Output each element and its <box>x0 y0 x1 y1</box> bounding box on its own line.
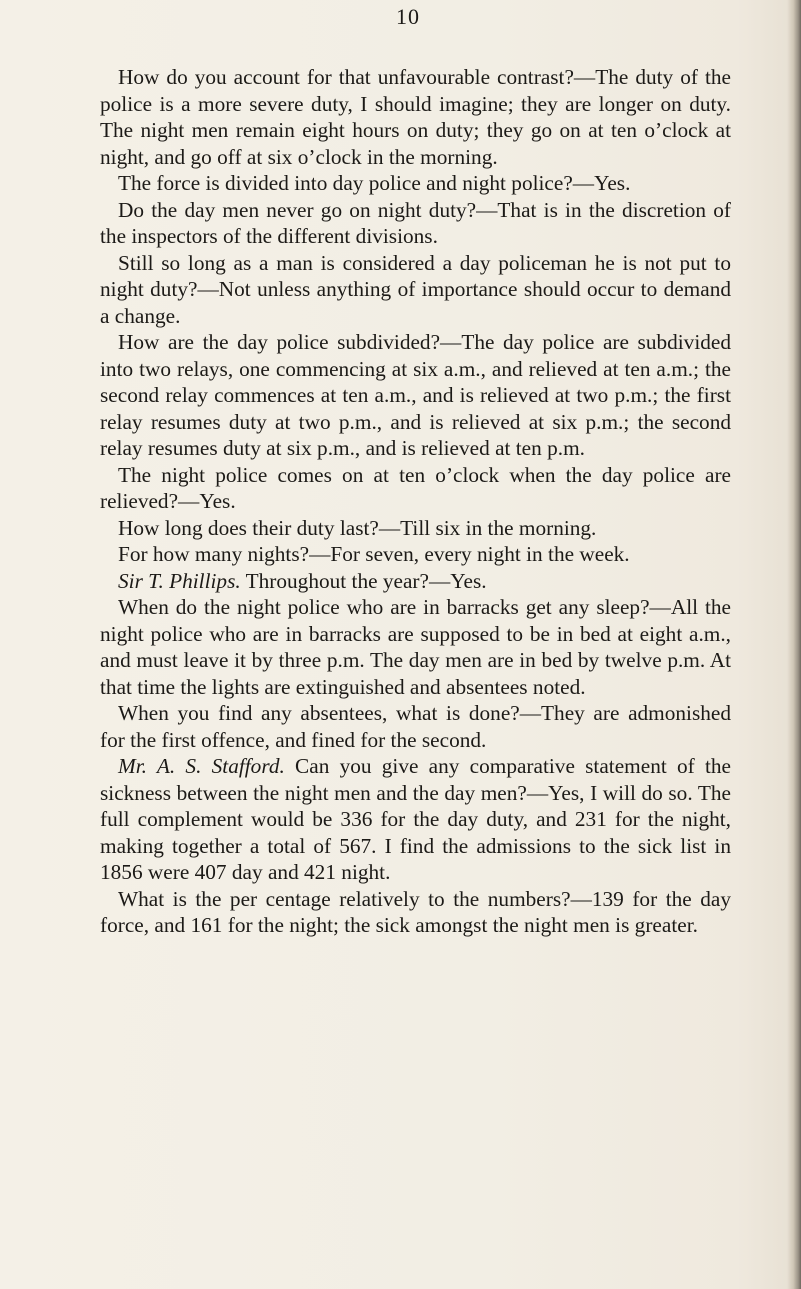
paragraph-2 <box>100 170 731 197</box>
paragraph-text: When you find any absentees, what is done?—They are admonished for the first offence, and fined for the second. <box>100 701 731 752</box>
paragraph-1 <box>100 64 731 170</box>
paragraph-text: How long does their duty last?—Till six in the morning. <box>118 515 597 540</box>
paragraph-text: How do you account for that unfavourable contrast?—The duty of the police is a more severe duty, I should imagine; they are longer on duty. The night men remain eight hours on duty; they go on at ten o’clock at night, and go off at six o’clock in the morning. <box>100 65 731 169</box>
paragraph-4 <box>100 250 731 330</box>
paragraph-text: Can you give any comparative statement of the sickness between the night men and the day men?—Yes, I will do so. The full complement would be 336 for the day duty, and 231 for the night, making together a total of 567. I find the admissions to the sick list in 1856 were 407 day and 421 night. <box>100 754 731 884</box>
paragraph-13 <box>100 886 731 939</box>
paragraph-3 <box>100 197 731 250</box>
paragraph-5 <box>100 329 731 462</box>
speaker-name: Mr. A. S. Stafford. <box>118 754 285 778</box>
speaker-name: Sir T. Phillips. <box>118 568 241 593</box>
paragraph-10 <box>100 594 731 700</box>
paragraph-text: For how many nights?—For seven, every night in the week. <box>118 542 630 566</box>
paragraph-8 <box>100 541 731 568</box>
paragraph-text: What is the per centage relatively to the numbers?—139 for the day force, and 161 for the night; the sick amongst the night men is greater. <box>100 886 731 937</box>
body-text <box>100 64 731 939</box>
paragraph-7 <box>100 515 731 542</box>
paragraph-text: When do the night police who are in barracks get any sleep?—All the night police who are in barracks are supposed to be in bed at eight a.m., and must leave it by three p.m. The day men are in bed by twelve p.m. At that time the lights are extinguished and absentees noted. <box>100 595 731 699</box>
page-edge-shadow <box>787 0 801 1289</box>
paragraph-text: The night police comes on at ten o’clock when the day police are relieved?—Yes. <box>100 462 731 513</box>
paragraph-6 <box>100 462 731 515</box>
paragraph-text: Throughout the year?—Yes. <box>245 568 487 593</box>
paragraph-9 <box>100 568 731 595</box>
page-number: 10 <box>396 4 420 29</box>
paragraph-text: How are the day police subdivided?—The day police are subdivided into two relays, one commencing at six a.m., and relieved at ten a.m.; the second relay commences at ten a.m., and is relieved at two p.m.; the first relay resumes duty at two p.m., and is relieved at six p.m.; the second relay resumes duty at six p.m., and is relieved at ten p.m. <box>100 330 731 460</box>
paragraph-12 <box>100 753 731 886</box>
paragraph-11 <box>100 700 731 753</box>
paragraph-text: Still so long as a man is considered a day policeman he is not put to night duty?—Not unless anything of importance should occur to demand a change. <box>100 250 731 328</box>
paragraph-text: Do the day men never go on night duty?—That is in the discretion of the inspectors of the different divisions. <box>100 197 731 248</box>
paragraph-text: The force is divided into day police and night police?—Yes. <box>118 171 631 195</box>
